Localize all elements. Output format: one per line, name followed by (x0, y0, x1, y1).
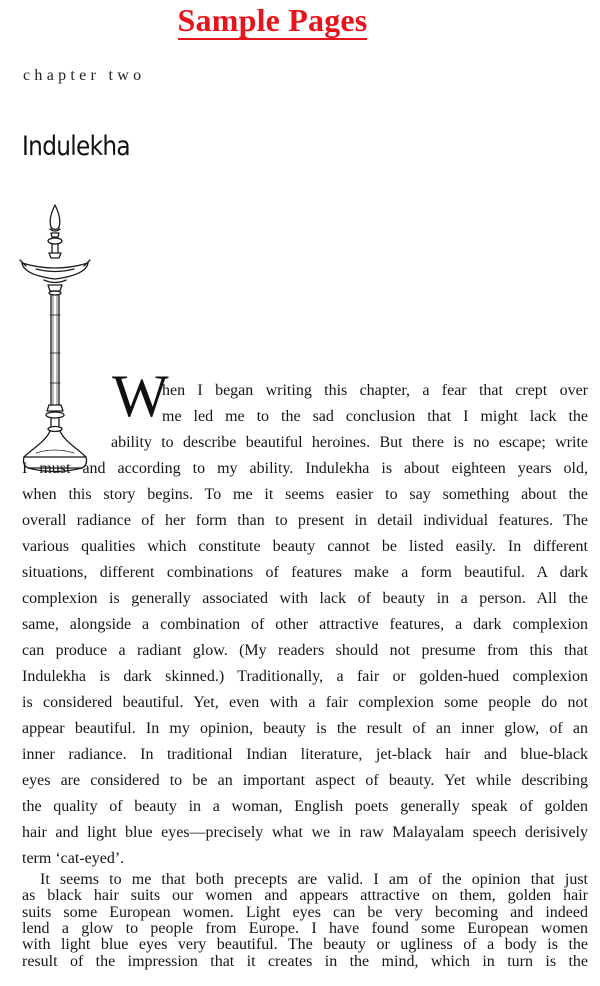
text-line: hair and light blue eyes—precisely what we in raw Malayalam speech derisively (22, 824, 588, 841)
text-line: I must and according to my ability. Indulekha is about eighteen years old, (22, 460, 588, 477)
text-line: inner radiance. In traditional Indian literature, jet-black hair and blue-black (22, 746, 588, 763)
text-line: is considered beautiful. Yet, even with a fair complexion some people do not (22, 694, 588, 711)
text-line: eyes are considered to be an important aspect of beauty. Yet while describing (22, 772, 588, 789)
text-line: Indulekha is dark skinned.) Traditionally, a fair or golden-hued complexion (22, 668, 588, 685)
text-line: me led me to the sad conclusion that I might lack the (162, 408, 588, 425)
text-line: overall radiance of her form than to present in detail individual features. The (22, 512, 588, 529)
text-line: hen I began writing this chapter, a fear that crept over (162, 382, 588, 399)
text-line: when this story begins. To me it seems easier to say something about the (22, 486, 588, 503)
text-line: complexion is generally associated with lack of beauty in a person. All the (22, 590, 588, 607)
drop-cap: W (112, 363, 169, 429)
text-line: It seems to me that both precepts are valid. I am of the opinion that just (40, 871, 588, 888)
text-line: lend a glow to people from Europe. I have found some European women (22, 920, 588, 937)
oil-lamp-icon (14, 203, 96, 478)
text-line: term ‘cat-eyed’. (22, 850, 125, 867)
banner-text: Sample Pages (177, 2, 368, 38)
text-line: appear beautiful. In my opinion, beauty is the result of an inner glow, of an (22, 720, 588, 737)
text-line: same, alongside a combination of other attractive features, a dark complexion (22, 616, 588, 633)
text-line: the quality of beauty in a woman, English poets generally speak of golden (22, 798, 588, 815)
text-line: with light blue eyes very beautiful. The beauty or ugliness of a body is the (22, 936, 588, 954)
chapter-label: chapter two (23, 67, 146, 84)
text-line: as black hair suits our women and appears attractive on them, golden hair (22, 887, 588, 905)
text-line: can produce a radiant glow. (My readers should not presume from this that (22, 642, 588, 659)
text-line: situations, different combinations of features make a form beautiful. A dark (22, 564, 588, 581)
text-line: ability to describe beautiful heroines. But there is no escape; write (111, 434, 588, 451)
text-line: suits some European women. Light eyes can be very becoming and indeed (22, 903, 588, 921)
text-line: result of the impression that it creates in the mind, which in turn is the (22, 952, 588, 970)
text-line: various qualities which constitute beauty cannot be listed easily. In different (22, 538, 588, 555)
sample-pages-banner (0, 2, 545, 38)
chapter-title: Indulekha (22, 131, 130, 162)
